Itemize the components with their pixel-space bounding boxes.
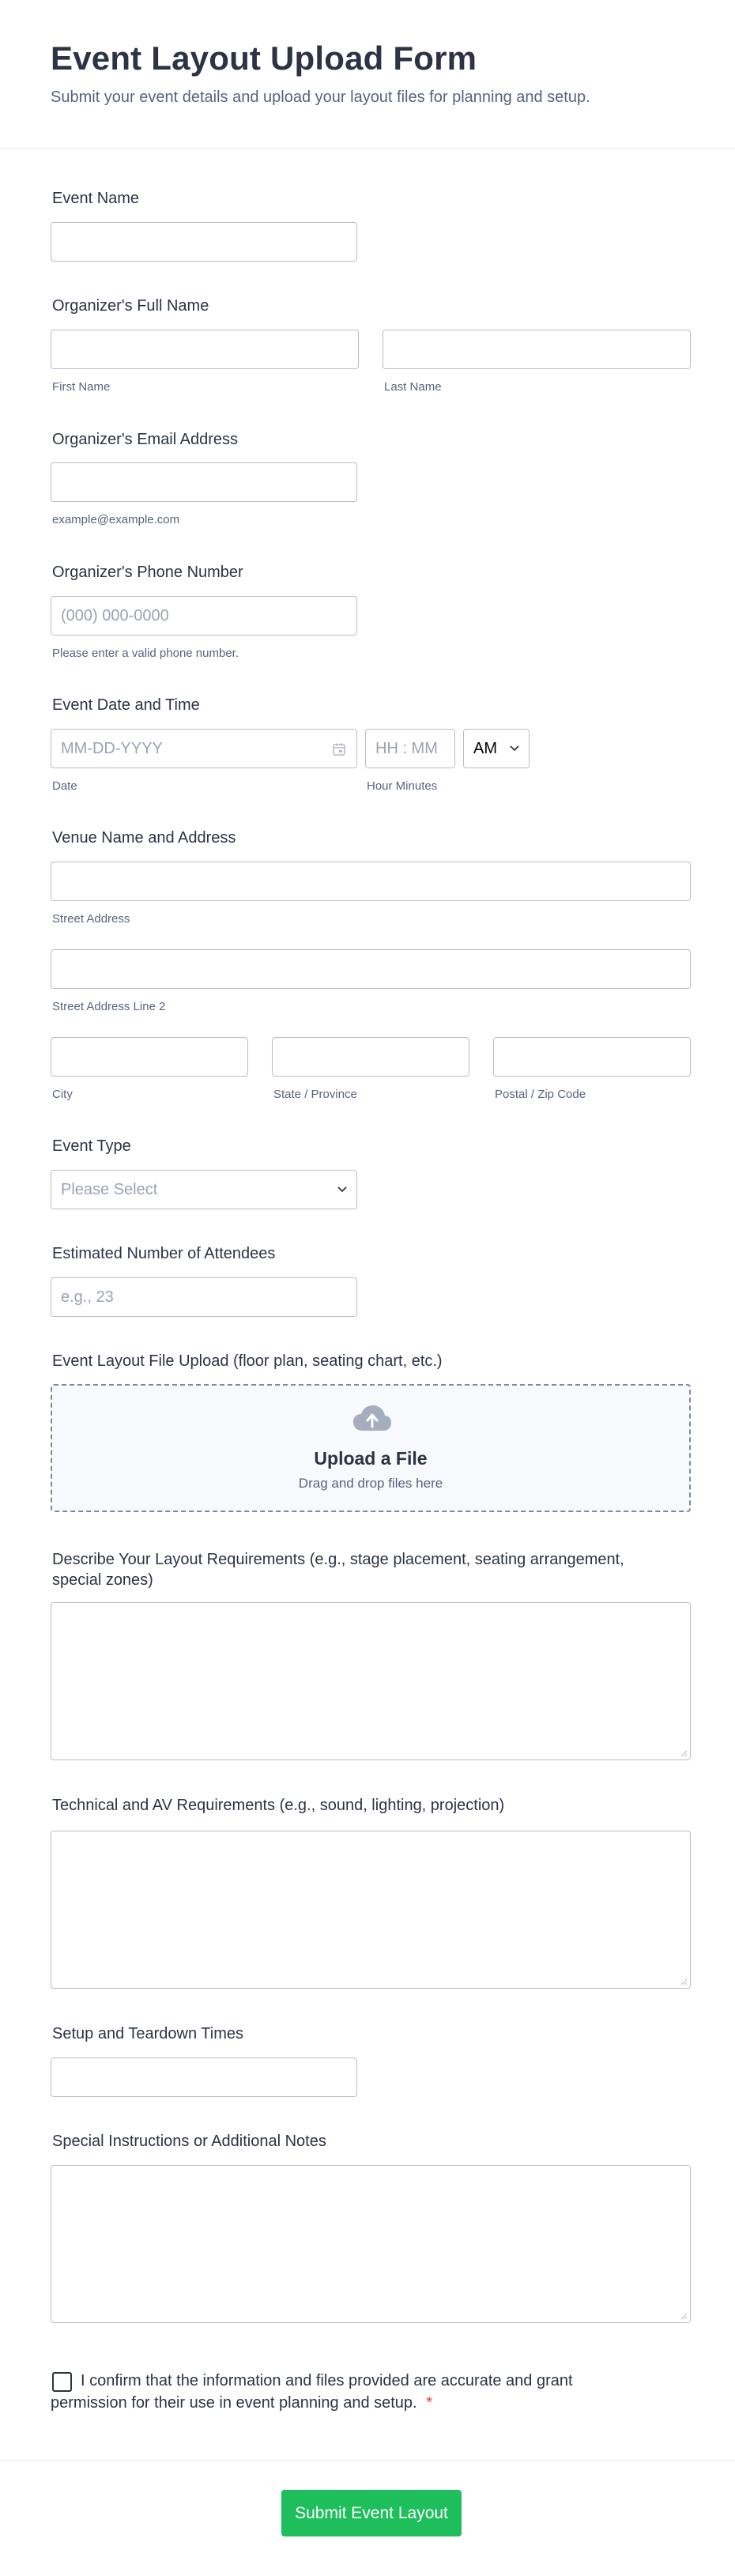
phone-input[interactable] — [51, 596, 357, 636]
layout-requirements-label — [52, 1549, 624, 1590]
phone-label: Organizer's Phone Number — [52, 564, 243, 581]
chevron-down-icon — [337, 1186, 347, 1193]
setup-times-input[interactable] — [51, 2057, 357, 2097]
datetime-label: Event Date and Time — [52, 696, 200, 714]
confirm-checkbox[interactable] — [52, 2372, 72, 2392]
street-address-line2-input[interactable] — [51, 949, 691, 989]
date-placeholder: MM-DD-YYYY — [61, 740, 163, 757]
organizer-name-label: Organizer's Full Name — [52, 297, 209, 315]
state-input[interactable] — [272, 1037, 469, 1077]
phone-sublabel: Please enter a valid phone number. — [52, 647, 239, 660]
street-address-input[interactable] — [51, 862, 691, 901]
file-dropzone[interactable] — [51, 1384, 691, 1512]
form-title: Event Layout Upload Form — [51, 40, 477, 77]
time-placeholder: HH : MM — [375, 740, 438, 757]
last-name-input[interactable] — [383, 330, 691, 369]
attendees-input[interactable] — [51, 1277, 357, 1317]
state-sublabel: State / Province — [273, 1088, 357, 1101]
last-name-sublabel: Last Name — [384, 380, 442, 394]
form-header — [0, 0, 735, 149]
zip-input[interactable] — [493, 1037, 691, 1077]
resize-handle-icon[interactable] — [680, 1749, 688, 1757]
email-input[interactable] — [51, 462, 357, 502]
chevron-down-icon — [510, 745, 519, 752]
resize-handle-icon[interactable] — [680, 2312, 688, 2320]
event-type-placeholder: Please Select — [61, 1181, 158, 1198]
resize-handle-icon[interactable] — [680, 1978, 688, 1986]
layout-requirements-textarea[interactable] — [51, 1602, 691, 1760]
ampm-select[interactable] — [463, 729, 530, 768]
city-sublabel: City — [52, 1088, 73, 1101]
submit-button[interactable]: Submit Event Layout — [281, 2490, 462, 2536]
phone-placeholder: (000) 000-0000 — [61, 607, 169, 624]
attendees-placeholder: e.g., 23 — [61, 1288, 114, 1306]
time-input[interactable] — [365, 729, 455, 768]
upload-hint: Drag and drop files here — [298, 1476, 443, 1491]
ampm-value: AM — [473, 740, 497, 757]
zip-sublabel: Postal / Zip Code — [495, 1088, 586, 1101]
technical-textarea[interactable] — [51, 1831, 691, 1989]
time-sublabel: Hour Minutes — [367, 779, 438, 793]
confirm-text-line2: permission for their use in event planning and setup. — [51, 2394, 417, 2412]
event-name-input[interactable] — [51, 222, 357, 262]
street-address-line2-sublabel: Street Address Line 2 — [52, 1000, 166, 1013]
setup-times-label: Setup and Teardown Times — [52, 2025, 244, 2042]
form-subtitle: Submit your event details and upload your layout files for planning and setup. — [51, 89, 590, 106]
notes-textarea[interactable] — [51, 2165, 691, 2323]
venue-label: Venue Name and Address — [52, 829, 236, 847]
required-mark: * — [426, 2394, 432, 2412]
layout-requirements-label-line2: special zones) — [52, 1571, 153, 1589]
first-name-input[interactable] — [51, 330, 359, 369]
event-type-select[interactable] — [51, 1170, 357, 1209]
street-address-sublabel: Street Address — [52, 912, 130, 926]
calendar-icon[interactable] — [332, 742, 346, 756]
cloud-upload-icon — [352, 1405, 392, 1431]
email-sublabel: example@example.com — [52, 513, 180, 526]
date-input[interactable] — [51, 729, 357, 768]
confirm-text-line1: I confirm that the information and files provided are accurate and grant — [81, 2372, 573, 2389]
city-input[interactable] — [51, 1037, 248, 1077]
email-label: Organizer's Email Address — [52, 431, 239, 448]
first-name-sublabel: First Name — [52, 380, 111, 394]
date-sublabel: Date — [52, 779, 77, 793]
notes-label: Special Instructions or Additional Notes — [52, 2133, 326, 2150]
technical-label: Technical and AV Requirements (e.g., sound, lighting, projection) — [52, 1797, 505, 1814]
event-name-label: Event Name — [52, 190, 140, 207]
footer-divider — [0, 2460, 735, 2461]
upload-label: Event Layout File Upload (floor plan, seating chart, etc.) — [52, 1352, 443, 1370]
layout-requirements-label-line1: Describe Your Layout Requirements (e.g., stage placement, seating arrangement, — [52, 1551, 624, 1568]
attendees-label: Estimated Number of Attendees — [52, 1245, 276, 1262]
confirm-text-line2-wrap — [51, 2394, 432, 2412]
upload-title: Upload a File — [314, 1448, 428, 1469]
event-type-label: Event Type — [52, 1137, 131, 1155]
